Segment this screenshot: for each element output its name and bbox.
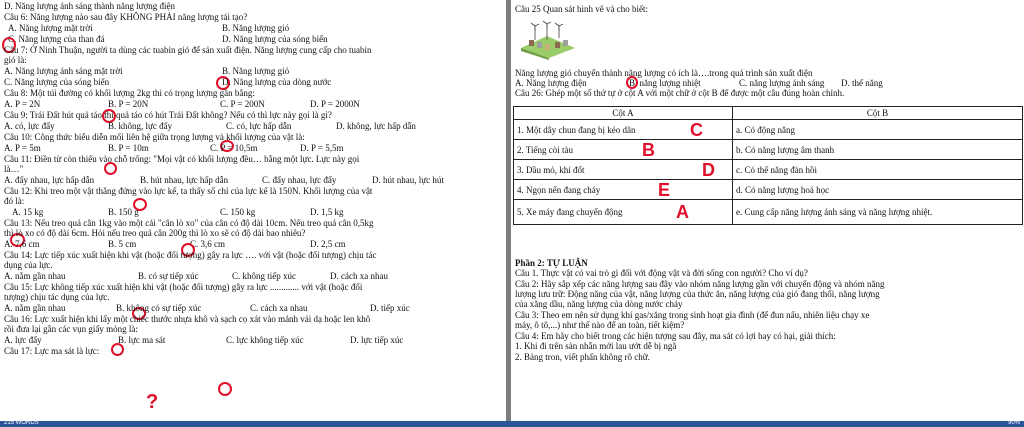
option: D. Năng lượng của dòng nước bbox=[222, 77, 332, 87]
text-line: Câu 2: Hãy sắp xếp các năng lượng sau đây vào nhóm năng lượng gần với chuyển động và nhóm năng bbox=[515, 279, 885, 289]
column-a-cell bbox=[514, 140, 733, 160]
text-line: của xăng dầu, năng lượng của dòng nước chảy bbox=[515, 299, 683, 309]
handwritten-answer: A bbox=[676, 202, 689, 222]
option: B. Năng lượng gió bbox=[222, 23, 290, 33]
option: C. 3,6 cm bbox=[190, 239, 225, 249]
question-7: Câu 7: Ở Ninh Thuận, người ta dùng các tuabin gió để sản xuất điện. Năng lượng cung cấp cho tuabin bbox=[4, 45, 372, 55]
option: D. P = 5,5m bbox=[300, 143, 344, 153]
text-line: Câu 1. Thực vật có vai trò gì đối với động vật và đời sống con người? Cho ví dụ? bbox=[515, 268, 808, 278]
option: B. P = 10m bbox=[108, 143, 149, 153]
option: A. Năng lượng mặt trời bbox=[8, 23, 93, 33]
option: A. 15 kg bbox=[12, 207, 44, 217]
text-line: Câu 4: Em hãy cho biết trong các hiện tượng sau đây, ma sát có lợi hay có hại, giải thích: bbox=[515, 331, 836, 341]
option: C. không tiếp xúc bbox=[232, 271, 296, 281]
handwritten-answer: E bbox=[658, 180, 671, 200]
document-page-left bbox=[0, 0, 506, 421]
column-a-cell bbox=[514, 180, 733, 200]
question-10: Câu 10: Công thức biểu diễn mối liên hệ giữa trọng lượng và khối lượng của vật là: bbox=[4, 132, 305, 142]
option: C. Năng lượng của sóng biển bbox=[4, 77, 110, 87]
table-row bbox=[514, 160, 1023, 180]
option: A. P = 5m bbox=[4, 143, 41, 153]
option: D. tiếp xúc bbox=[370, 303, 410, 313]
matching-table bbox=[513, 106, 1023, 225]
option: C. có, lực hấp dẫn bbox=[226, 121, 292, 131]
option: C. 150 kg bbox=[220, 207, 256, 217]
text-line: Câu 3: Theo em nên sử dụng khí gas/xăng trong sinh hoạt gia đình (để đun nấu, nhiên liệu chạy xe bbox=[515, 310, 870, 320]
text-line: thì lò xo có độ dài 6cm. Hỏi nếu treo quả cân 200g thì lò xo sẽ có độ dài bao nhiêu? bbox=[4, 228, 306, 238]
handwritten-answer: C bbox=[690, 120, 703, 140]
table-row bbox=[514, 120, 1023, 140]
option: C. P = 200N bbox=[220, 99, 265, 109]
option: C. đẩy nhau, lực đẩy bbox=[262, 175, 337, 185]
option: B. P = 20N bbox=[108, 99, 149, 109]
text-line: là…" bbox=[4, 164, 24, 174]
answer-circle bbox=[218, 382, 232, 396]
column-b-cell: c. Có thế năng đàn hồi bbox=[733, 160, 1023, 180]
option: D. 2,5 cm bbox=[310, 239, 346, 249]
option: A. lực đẩy bbox=[4, 335, 42, 345]
option: A. nằm gần nhau bbox=[4, 271, 66, 281]
option: D. Năng lượng của sóng biển bbox=[222, 34, 328, 44]
text-line: dụng của lực. bbox=[4, 260, 53, 270]
question-8: Câu 8: Một túi đường có khối lượng 2kg thì có trọng lượng gần bằng: bbox=[4, 88, 255, 98]
question-12: Câu 12: Khi treo một vật thẳng đứng vào lực kế, ta thấy số chỉ của lực kế là 150N. Khối lượng của vật bbox=[4, 186, 373, 196]
word-count[interactable]: 215 WORDS bbox=[4, 420, 39, 426]
section-title: Phần 2: TỰ LUẬN bbox=[515, 258, 588, 268]
question-mark-annotation: ? bbox=[146, 391, 159, 413]
handwritten-answer: B bbox=[642, 140, 655, 160]
table-row bbox=[514, 180, 1023, 200]
text-line: đó là: bbox=[4, 196, 25, 206]
option: A. Năng lượng ánh sáng mặt trời bbox=[4, 66, 123, 76]
option: B. 150 g bbox=[108, 207, 139, 217]
zoom-level[interactable]: 90% bbox=[1007, 420, 1020, 426]
option: B. năng lượng nhiệt bbox=[629, 78, 701, 88]
column-b-header: Cột B bbox=[733, 107, 1023, 120]
text-line: 1. Khi đi trên sàn nhẵn mới lau ướt dễ bị ngã bbox=[515, 341, 677, 351]
column-a-header: Cột A bbox=[514, 107, 733, 120]
question-25-text: Năng lượng gió chuyển thành năng lượng có ích là….trong quá trình sản xuất điện bbox=[515, 68, 813, 78]
cell-text: 2. Tiếng còi tàu bbox=[517, 144, 574, 155]
text-line: rồi đưa lại gần các vụn giấy mỏng là: bbox=[4, 324, 138, 334]
question-15: Câu 15: Lực không tiếp xúc xuất hiện khi vật (hoặc đối tượng) gây ra lực ............. với vật (hoặc đối bbox=[4, 282, 363, 292]
cell-text: 4. Ngọn nến đang cháy bbox=[517, 184, 601, 195]
option: D. hút nhau, lực hút bbox=[372, 175, 444, 185]
option: B. hút nhau, lực hấp dẫn bbox=[140, 175, 229, 185]
option: A. nằm gần nhau bbox=[4, 303, 66, 313]
option: D. 1,5 kg bbox=[310, 207, 344, 217]
handwritten-answer: D bbox=[702, 160, 715, 180]
option: A. 7,6 cm bbox=[4, 239, 40, 249]
column-b-cell: e. Cung cấp năng lượng ánh sáng và năng lượng nhiệt. bbox=[733, 200, 1023, 225]
option: B. có sự tiếp xúc bbox=[138, 271, 199, 281]
question-17: Câu 17: Lực ma sát là lực: bbox=[4, 346, 100, 356]
table-row bbox=[514, 140, 1023, 160]
column-b-cell: d. Có năng lượng hoá học bbox=[733, 180, 1023, 200]
cell-text: 5. Xe máy đang chuyển động bbox=[517, 207, 623, 217]
option: B. lực ma sát bbox=[118, 335, 166, 345]
question-11: Câu 11: Điền từ còn thiếu vào chỗ trống: "Mọi vật có khối lượng đều… bằng một lực. Lực này gọi bbox=[4, 154, 360, 164]
document-page-right bbox=[511, 0, 1024, 421]
text-line: 2. Bảng tron, viết phấn không rõ chữ. bbox=[515, 352, 650, 362]
option: D. P = 2000N bbox=[310, 99, 360, 109]
question-14: Câu 14: Lực tiếp xúc xuất hiện khi vật (hoặc đối tượng) gây ra lực …. với vật (hoặc đối tượng) chịu tác bbox=[4, 250, 377, 260]
text-line: lượng lưu trữ: Động năng của vật, năng lượng của thức ăn, năng lượng của gió đang thổi, năng lượng bbox=[515, 289, 880, 299]
question-9: Câu 9: Trái Đất hút quả táo thì quả táo có hút Trái Đất không? Nếu có thì lực này gọi là gì? bbox=[4, 110, 332, 120]
cell-text: 3. Dầu mỏ, khí đốt bbox=[517, 164, 585, 175]
option: A. Năng lượng điện bbox=[515, 78, 587, 88]
wind-farm-illustration bbox=[517, 18, 579, 60]
table-header-row bbox=[514, 107, 1023, 120]
option: C. Năng lượng của than đá bbox=[8, 34, 105, 44]
column-b-cell: b. Có năng lượng âm thanh bbox=[733, 140, 1023, 160]
option: B. không, lực đẩy bbox=[108, 121, 173, 131]
text-line: tượng) chịu tác dụng của lực. bbox=[4, 292, 110, 302]
column-a-cell bbox=[514, 120, 733, 140]
option: B. không có sự tiếp xúc bbox=[116, 303, 202, 313]
option: B. Năng lượng gió bbox=[222, 66, 290, 76]
question-25: Câu 25 Quan sát hình vẽ và cho biết: bbox=[515, 4, 648, 14]
option: B. 5 cm bbox=[108, 239, 137, 249]
option: A. P = 2N bbox=[4, 99, 41, 109]
question-26: Câu 26: Ghép một số thứ tự ở cột A với một chữ ở cột B để được một câu đúng hoàn chỉnh. bbox=[515, 88, 845, 98]
option: A. có, lực đẩy bbox=[4, 121, 55, 131]
status-bar bbox=[0, 421, 1024, 427]
text-line: gió là: bbox=[4, 55, 27, 65]
option: D. cách xa nhau bbox=[330, 271, 388, 281]
column-a-cell bbox=[514, 200, 733, 225]
option: C. năng lượng ánh sáng bbox=[739, 78, 825, 88]
option: D. không, lực hấp dẫn bbox=[336, 121, 416, 131]
text-line: máy, ô tô,...) như thế nào để an toàn, tiết kiệm? bbox=[515, 320, 685, 330]
question-6: Câu 6: Năng lượng nào sau đây KHÔNG PHẢI năng lượng tái tạo? bbox=[4, 12, 248, 22]
option: C. lực không tiếp xúc bbox=[226, 335, 304, 345]
question-13: Câu 13: Nếu treo quả cân 1kg vào một cái "cân lò xo" của cân có độ dài 10cm. Nếu treo quả cân 0,5kg bbox=[4, 218, 374, 228]
option: D. thế năng bbox=[841, 78, 883, 88]
option: A. đẩy nhau, lực hấp dẫn bbox=[4, 175, 95, 185]
table-row bbox=[514, 200, 1023, 225]
question-16: Câu 16: Lực xuất hiện khi lấy một chiếc thước nhựa khô và sạch cọ xát vào mảnh vải dạ hoặc len khô bbox=[4, 314, 371, 324]
cell-text: 1. Một dây chun đang bị kéo dãn bbox=[517, 124, 636, 135]
text-line: D. Năng lượng ánh sáng thành năng lượng điện bbox=[4, 1, 175, 11]
option: C. P = 10,5m bbox=[210, 143, 258, 153]
column-b-cell: a. Có động năng bbox=[733, 120, 1023, 140]
option: C. cách xa nhau bbox=[250, 303, 308, 313]
column-a-cell bbox=[514, 160, 733, 180]
option: D. lực tiếp xúc bbox=[350, 335, 404, 345]
